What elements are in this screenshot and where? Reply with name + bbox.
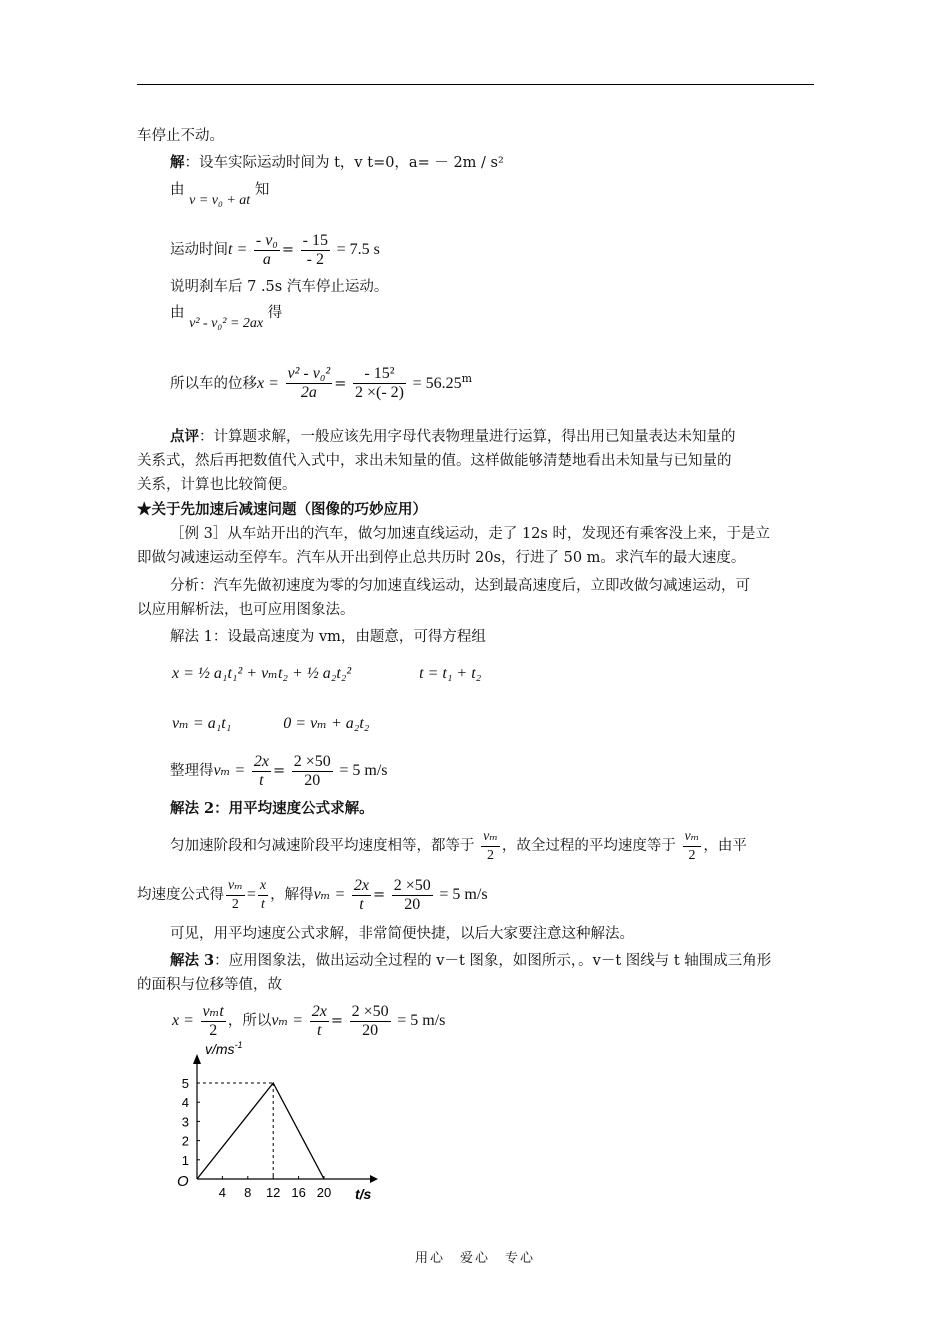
equals-sign: = [246, 886, 256, 903]
vm-lhs: vₘ = [213, 762, 246, 779]
equation-system-1 [172, 662, 481, 686]
frac-den: t [359, 895, 364, 913]
text-line-6 [170, 303, 283, 331]
frac-num: 2x [253, 752, 269, 770]
frac-num: 2 ×50 [393, 876, 431, 894]
line21-part-b: ，故全过程的平均速度等于 [501, 838, 676, 854]
frac-num: vₘt [202, 1002, 224, 1020]
displacement-fraction-1 [286, 365, 333, 402]
method-2-heading: 解法 2：用平均速度公式求解。 [170, 800, 374, 817]
solution-setup: ：设车实际运动时间为 t，v t=0，a= － 2m / s² [184, 155, 504, 171]
origin-label: O [177, 1173, 189, 1190]
line3-suffix: 知 [254, 182, 270, 198]
vm-result-3: = 5 m/s [397, 1012, 446, 1029]
frac-num: vₘ [226, 877, 245, 896]
frac-num: vₘ [683, 828, 702, 847]
frac-den: a [262, 250, 271, 268]
line6-suffix: 得 [267, 305, 283, 321]
text-line-22: 均速度公式得 $\frac{\text{vₘ}}{2}$ = $\frac{x}{t}$ ，解得vₘ = $\frac{2x}{t}$ = $\frac{2 \times 50}{20}$ = 5 m/s [137, 876, 488, 913]
x-tick-label: 20 [316, 1185, 332, 1200]
equation-vm-1: vₘ = a₁t₁ [172, 715, 232, 732]
avg-eq-fraction-1 [226, 877, 245, 914]
method-3-text: ：应用图象法，做出运动全过程的 v－t 图象，如图所示，。v－t 图线与 t 轴围成三角形 [214, 953, 772, 969]
frac-num: 2x [353, 876, 369, 894]
x-tick-label: 12 [265, 1185, 281, 1200]
text-line-12: ［例 3］从车站开出的汽车，做匀加速直线运动，走了 12s 时，发现还有乘客没上来，于是立 [170, 526, 770, 542]
vm-lhs-3: vₘ = [271, 1012, 304, 1029]
velocity-formula: v = v₀ + at [189, 193, 251, 208]
average-fraction-2 [683, 828, 702, 865]
line22-part-a: 均速度公式得 [137, 887, 224, 903]
y-tick-label: 3 [181, 1114, 189, 1130]
frac-den: 20 [304, 771, 321, 789]
frac-den: 20 [362, 1021, 379, 1039]
y-axis-label [205, 1040, 243, 1057]
text-line-14: 分析：汽车先做初速度为零的匀加速直线运动，达到最高速度后，立即改做匀减速运动，可 [170, 578, 750, 594]
vm-result-2: = 5 m/s [439, 886, 488, 903]
frac-den: t [261, 896, 265, 912]
avg-eq-fraction-4 [392, 877, 433, 914]
y-axis-label-exp: -1 [234, 1040, 243, 1050]
text-line-21 [170, 824, 747, 868]
method-3-label: 解法 3 [170, 952, 215, 969]
text-line-5: 说明刹车后 7 .5s 汽车停止运动。 [170, 279, 389, 295]
comment-text: ：计算题求解，一般应该先用字母代表物理量进行运算，得出用已知量表达未知量的 [199, 429, 736, 445]
displacement-formula: v² - v₀² = 2ax [189, 316, 264, 331]
text-line-4: 运动时间t = $\frac{\text{- v₀}}{a}$ = $\frac{- 15}{- 2}$ = 7.5 s [170, 231, 380, 268]
page-footer: 用心 爱心 专心 [414, 1251, 535, 1266]
time-result: = 7.5 s [336, 241, 380, 258]
line26-mid: ，所以 [227, 1013, 272, 1029]
frac-num: - 15² [353, 365, 406, 384]
x-tick-label: 16 [291, 1185, 306, 1200]
text-line-25: 的面积与位移等值，故 [137, 977, 282, 993]
text-line-13: 即做匀减速运动至停车。汽车从开出到停止总共历时 20s，行进了 50 m。求汽车的最大速度。 [137, 550, 746, 566]
frac-den: 2 ×(- 2) [354, 384, 404, 402]
frac-den: - 2 [306, 250, 324, 268]
frac-den: t [317, 1021, 322, 1039]
velocity-series-line [197, 1083, 324, 1179]
line21-part-a: 匀加速阶段和匀减速阶段平均速度相等，都等于 [170, 838, 475, 854]
x-axis-arrow [370, 1175, 378, 1183]
displacement-unit: m [461, 372, 473, 385]
x-lhs: x = [172, 1012, 194, 1029]
text-line-2 [170, 153, 504, 173]
frac-den: 2 [231, 896, 239, 912]
text-line-1: 车停止不动。 [137, 128, 224, 144]
area-fraction-2 [310, 1003, 329, 1040]
y-tick-label: 5 [181, 1076, 189, 1091]
y-axis-label-text: v/ms [205, 1041, 235, 1057]
frac-num: - v₀ [255, 231, 278, 249]
line7-prefix: 所以车的位移 [170, 375, 257, 392]
y-tick-label: 2 [181, 1133, 189, 1149]
vm-fraction-2 [292, 753, 333, 790]
frac-den: 2 [688, 847, 696, 863]
header-rule [137, 84, 814, 85]
text-line-9: 关系式，然后再把数值代入式中，求出未知量的值。这样做能够清楚地看出未知量与已知量的 [137, 453, 732, 469]
frac-den: t [259, 771, 264, 789]
text-line-26: x = $\frac{\text{vₘt}}{2}$ ，所以vₘ = $\frac{2x}{t}$ = $\frac{2 \times 50}{20}$ = 5 m/s [172, 1002, 446, 1039]
equation-time: t = t₁ + t₂ [419, 665, 482, 682]
solution-label: 解 [170, 154, 185, 171]
displacement-lhs: x = [257, 374, 279, 392]
frac-num: vₘ [481, 828, 500, 847]
area-fraction-3 [350, 1003, 391, 1040]
frac-den: 20 [404, 895, 421, 913]
y-tick-label: 1 [181, 1152, 189, 1168]
time-fraction-2 [301, 232, 330, 269]
text-line-15: 以应用解析法，也可应用图象法。 [137, 602, 355, 618]
velocity-time-graph [165, 1040, 385, 1205]
average-fraction-1 [481, 828, 500, 865]
line19-prefix: 整理得 [170, 763, 214, 779]
frac-den: 2 [209, 1021, 218, 1039]
frac-num: x [258, 877, 268, 896]
avg-eq-fraction-2 [258, 877, 268, 914]
line21-part-c: ，由平 [703, 838, 747, 854]
text-line-16: 解法 1：设最高速度为 vm，由题意，可得方程组 [170, 629, 486, 645]
text-line-23: 可见，用平均速度公式求解，非常简便快捷，以后大家要注意这种解法。 [170, 926, 634, 942]
area-fraction [201, 1003, 226, 1040]
text-line-3 [170, 180, 270, 208]
frac-num: 2x [311, 1002, 327, 1020]
text-line-24 [170, 951, 771, 971]
text-line-10: 关系，计算也比较简便。 [137, 477, 297, 493]
avg-eq-fraction-3 [352, 877, 371, 914]
vm-fraction-1 [252, 753, 271, 790]
time-lhs: t = [228, 241, 248, 258]
line6-prefix: 由 [170, 305, 185, 321]
line22-part-b: ，解得 [270, 887, 314, 903]
y-axis-arrow [193, 1054, 201, 1064]
frac-num: 2 ×50 [351, 1002, 389, 1020]
text-line-8 [170, 427, 736, 447]
text-line-19: 整理得vₘ = $\frac{2x}{t}$ = $\frac{2 \times 50}{20}$ = 5 m/s [170, 752, 388, 789]
comment-label: 点评 [170, 428, 199, 445]
section-heading: ★关于先加速后减速问题（图像的巧妙应用） [137, 501, 427, 518]
frac-den: 2a [300, 384, 317, 402]
text-line-7: 所以车的位移x = $\frac{\text{v² - v₀²}}{2a}$ = $\frac{\text{- 15²}}{2 \times(- 2)}$ = $56.25^m$ [170, 365, 473, 402]
frac-num: - 15 [302, 231, 328, 249]
x-axis-label: t/s [355, 1186, 372, 1202]
vm-lhs-2: vₘ = [313, 886, 346, 903]
equation-displacement: x = ½ a₁t₁² + vₘt₂ + ½ a₂t₂² [172, 665, 352, 682]
frac-num: v² - v₀² [287, 365, 331, 383]
line4-prefix: 运动时间 [170, 242, 228, 258]
line3-prefix: 由 [170, 182, 185, 198]
displacement-result: = 56.25 [412, 374, 462, 392]
frac-den: 2 [487, 847, 495, 863]
x-tick-label: 4 [218, 1185, 227, 1200]
vm-result: = 5 m/s [339, 762, 388, 779]
time-fraction-1 [254, 232, 280, 269]
displacement-fraction-2 [353, 365, 406, 402]
y-tick-label: 4 [181, 1095, 189, 1111]
equation-vm-2: 0 = vₘ + a₂t₂ [283, 715, 370, 732]
x-tick-label: 8 [244, 1185, 252, 1200]
equation-system-2 [172, 712, 369, 736]
chart-axes [182, 1054, 378, 1200]
frac-num: 2 ×50 [293, 752, 331, 770]
